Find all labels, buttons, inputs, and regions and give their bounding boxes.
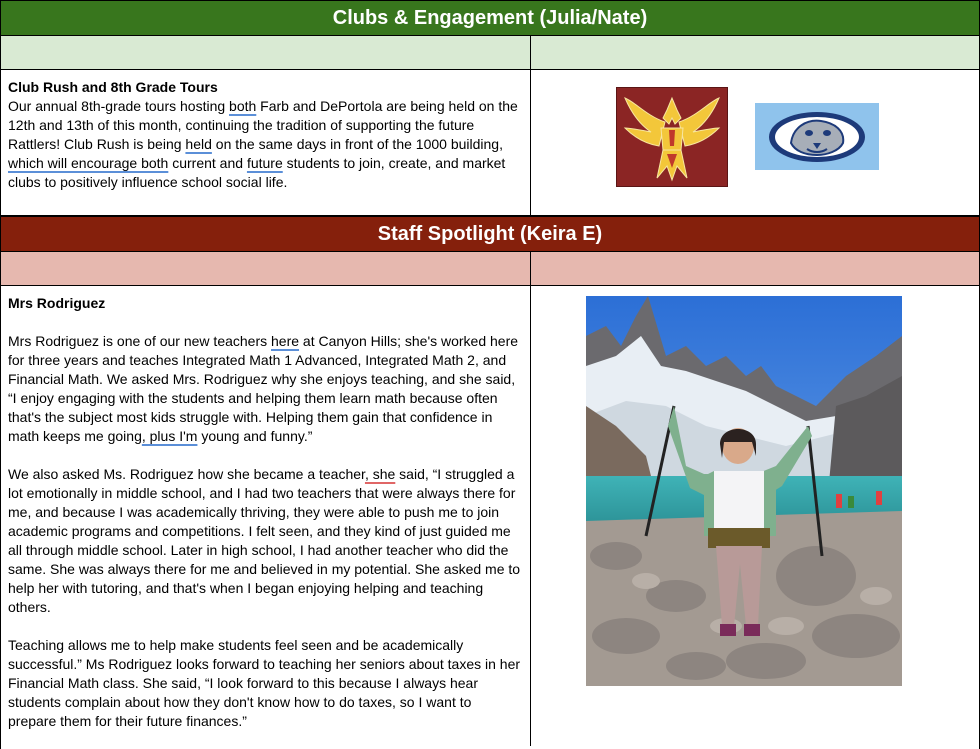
spotlight-text-cell [1,286,531,746]
clubs-body-segment: Our annual 8th-grade tours hosting [8,98,230,114]
teacher-hiking-photo [586,296,902,686]
spotlight-paragraph-3 [8,636,522,731]
clubs-band-left [1,36,531,69]
clubs-header-text: Clubs & Engagement (Julia/Nate) [332,6,648,29]
spotlight-header-text: Staff Spotlight (Keira E) [377,222,603,245]
clubs-body-segment: held [185,136,212,152]
spotlight-band-row [1,252,979,286]
clubs-article-title: Club Rush and 8th Grade Tours [8,79,218,95]
clubs-band-right [531,36,979,69]
spotlight-body-segment: , she [364,466,396,482]
clubs-article-body [8,97,522,192]
spotlight-body-segment: young and funny.” [197,428,313,444]
spotlight-body-segment: here [271,333,300,349]
clubs-logos-cell [531,70,979,215]
spotlight-paragraph-2 [8,465,522,617]
clubs-header [1,0,979,36]
phoenix-logo [616,87,728,187]
spotlight-band-left [1,252,531,285]
clubs-body-segment: current and [168,155,247,171]
clubs-body-segment: on the same days in front of the 1000 building, [211,136,503,152]
spotlight-body-segment: We also asked Ms. Rodriguez how she became a teacher [8,466,365,482]
clubs-content-row [1,70,979,216]
spotlight-header [1,216,979,252]
spotlight-paragraph-1 [8,332,522,446]
clubs-body-segment: students to join, create, and market clubs to positively influence school social life. [8,155,506,190]
clubs-body-segment: which will encourage both [8,155,169,171]
spotlight-body-segment: Teaching allows me to help make students feel seen and be academically successful.” Ms Rodriguez looks forward to teaching her seniors about taxes in her Financial Math class. She said, “I look forward to this because I always hear students complain about how they don't know how to do taxes, so I want to prepare them for their future finances.” [8,637,521,729]
spotlight-content-row [1,286,979,746]
clubs-body-segment: Farb and DePortola are being held on the 12th and 13th of this month, continuing the tradition of supporting the future Rattlers! Club Rush is being [8,98,518,152]
cougar-logo [755,103,879,170]
spotlight-body-segment: said, “I struggled a lot emotionally in middle school, and I had two teachers that were always there for me, and because I was academically thriving, they were able to push me to join academic programs and competitions. I felt seen, and they kind of just guided me all through middle school. Later in high school, I had another teacher who did the same. She was always there for me and believed in my potential. She asked me to help her with tutoring, and that's when I began enjoying helping and teaching others. [8,466,521,615]
clubs-band-row [1,36,979,70]
spotlight-body-segment: , plus I'm [141,428,198,444]
spotlight-photo-cell [531,286,979,746]
clubs-text-cell [1,70,531,215]
spotlight-band-right [531,252,979,285]
clubs-body-segment: future [246,155,283,171]
clubs-body-segment: both [229,98,257,114]
spotlight-body-segment: Mrs Rodriguez is one of our new teachers [8,333,272,349]
spotlight-article-title: Mrs Rodriguez [8,295,106,311]
spotlight-body-segment: at Canyon Hills; she's worked here for three years and teaches Integrated Math 1 Advanced, Integrated Math 2, and Financial Math. We asked Mrs. Rodriguez why she enjoys teaching, and she said, “I enjoy engaging with the students and helping them learn math because often that's the subject most kids struggle with. Helping them gain that confidence in math keeps me going [8,333,519,444]
